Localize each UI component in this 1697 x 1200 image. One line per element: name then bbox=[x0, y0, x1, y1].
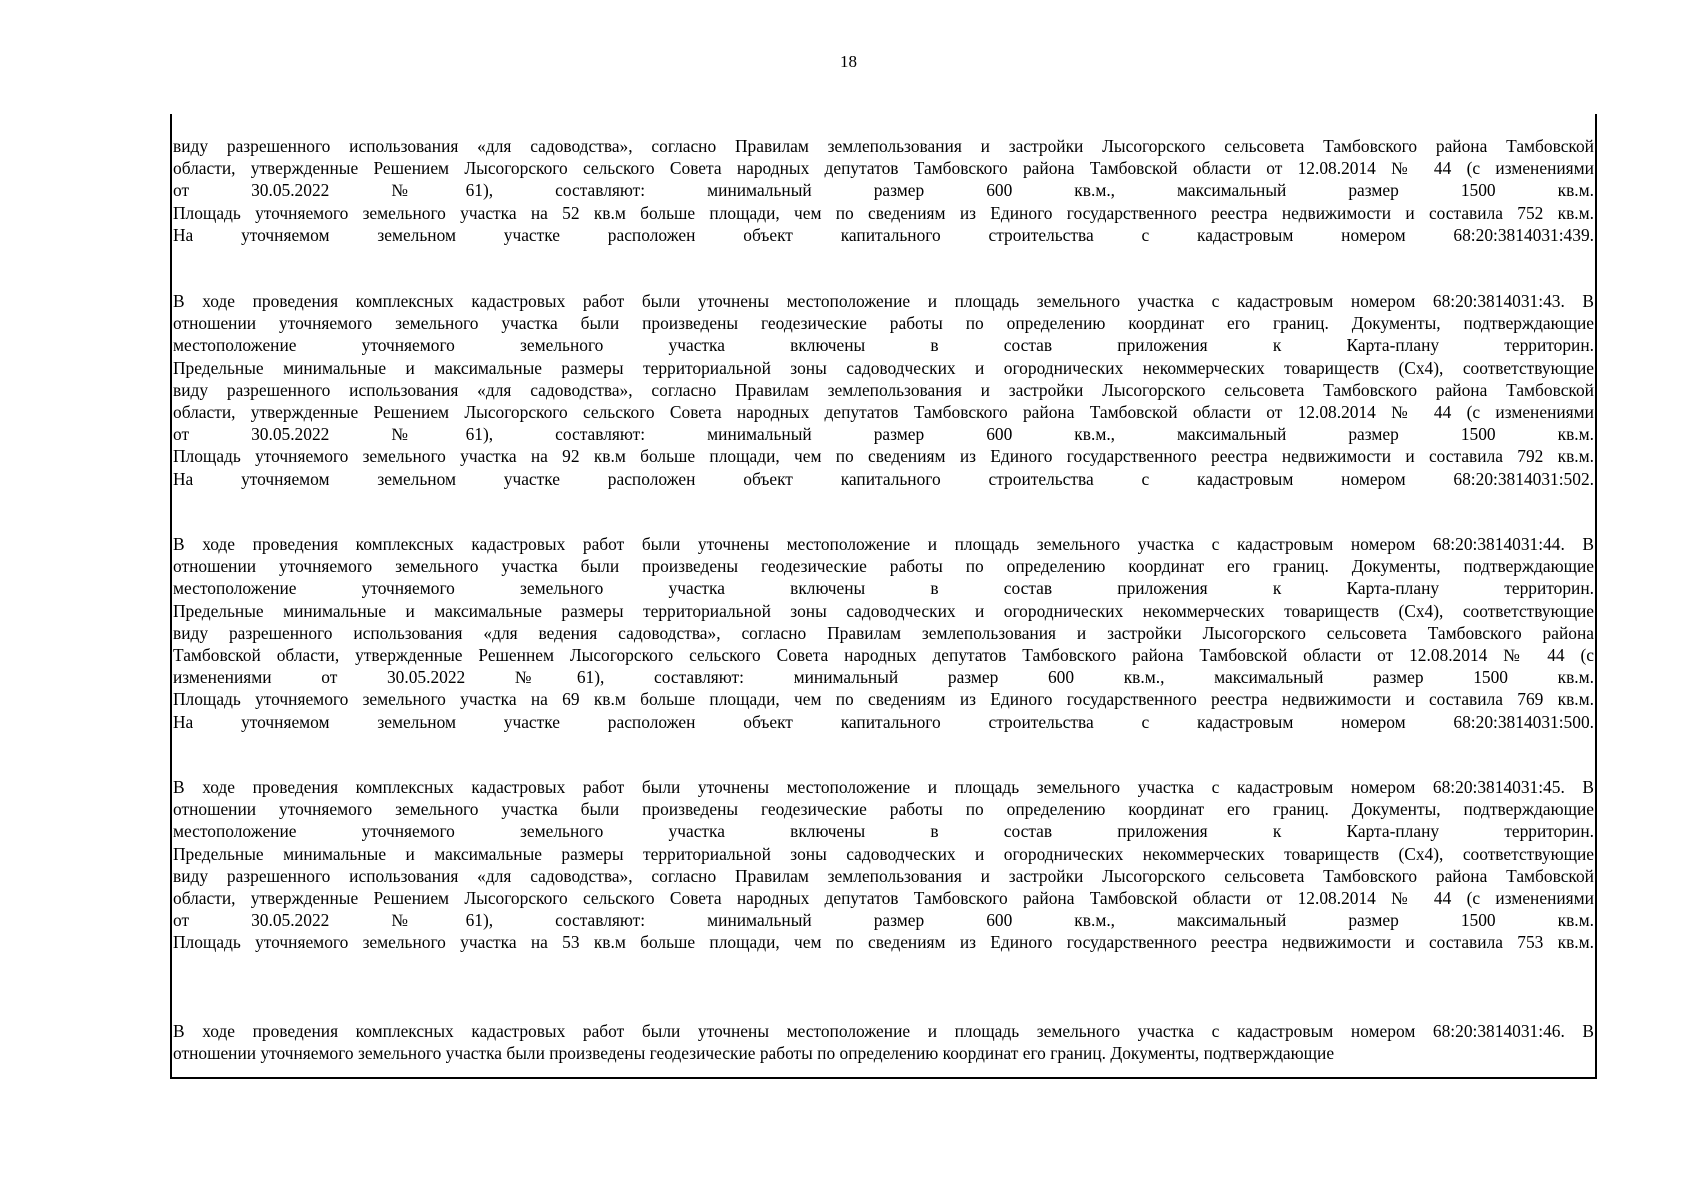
text-line: области, утвержденные Решением Лысогорского сельского Совета народных депутатов Тамбовского района Тамбовской области от 12.08.2014 № 44 (с изменениями bbox=[173, 401, 1594, 422]
text-line: В ходе проведения комплексных кадастровых работ были уточнены местоположение и площадь земельного участка с кадастровым номером 68:20:3814031:46. В bbox=[173, 1021, 1594, 1041]
text-line: виду разрешенного использования «для садоводства», согласно Правилам землепользования и застройки Лысогорского сельсовета Тамбовского района Тамбовской bbox=[173, 379, 1594, 400]
paragraph bbox=[173, 135, 1594, 246]
text-line: области, утвержденные Решением Лысогорского сельского Совета народных депутатов Тамбовского района Тамбовской области от 12.08.2014 № 44 (с изменениями bbox=[173, 887, 1594, 908]
text-line: Площадь уточняемого земельного участка на 52 кв.м больше площади, чем по сведениям из Единого государственного реестра недвижимости и составила 752 кв.м. bbox=[173, 202, 1594, 223]
text-line: Площадь уточняемого земельного участка на 92 кв.м больше площади, чем по сведениям из Единого государственного реестра недвижимости и составила 792 кв.м. bbox=[173, 446, 1594, 467]
text-line: от 30.05.2022 №61), составляют: минимальный размер 600 кв.м., максимальный размер 1500 кв.м. bbox=[173, 180, 1594, 201]
paragraph bbox=[173, 776, 1594, 954]
text-line: отношении уточняемого земельного участка были произведены геодезические работы по определению координат его границ. Документы, подтверждающие bbox=[173, 313, 1594, 334]
paragraph bbox=[173, 1020, 1594, 1064]
text-line: В ходе проведения комплексных кадастровых работ были уточнены местоположение и площадь земельного участка с кадастровым номером 68:20:3814031:44. В bbox=[173, 534, 1594, 554]
text-line: виду разрешенного использования «для садоводства», согласно Правилам землепользования и застройки Лысогорского сельсовета Тамбовского района Тамбовской bbox=[173, 865, 1594, 886]
text-line: Предельные минимальные и максимальные размеры территориальной зоны садоводческих и огороднических некоммерческих товариществ (Сх4), соответствующие bbox=[173, 843, 1594, 864]
text-line: Предельные минимальные и максимальные размеры территориальной зоны садоводческих и огороднических некоммерческих товариществ (Сх4), соответствующие bbox=[173, 600, 1594, 621]
text-line: Тамбовской области, утвержденные Решеннем Лысогорского сельского Совета народных депутатов Тамбовского района Тамбовской области от 12.08.2014 № 44 (с bbox=[173, 644, 1594, 665]
text-line: отношении уточняемого земельного участка были произведены геодезические работы по определению координат его границ. Документы, подтверждающие bbox=[173, 556, 1594, 577]
text-line: На уточняемом земельном участке расположен объект капитального строительства с кадастровым номером 68:20:3814031:439. bbox=[173, 224, 1594, 245]
text-line: области, утвержденные Решением Лысогорского сельского Совета народных депутатов Тамбовского района Тамбовской области от 12.08.2014 № 44 (с изменениями bbox=[173, 158, 1594, 179]
text-line: местоположение уточняемого земельного участка включены в состав приложения к Карта-плану территорин. bbox=[173, 821, 1594, 842]
text-line: На уточняемом земельном участке расположен объект капитального строительства с кадастровым номером 68:20:3814031:500. bbox=[173, 711, 1594, 732]
page-number: 18 bbox=[840, 52, 857, 71]
text-line: от 30.05.2022 №61), составляют: минимальный размер 600 кв.м., максимальный размер 1500 кв.м. bbox=[173, 910, 1594, 931]
text-line: виду разрешенного использования «для ведения садоводства», согласно Правилам землепользования и застройки Лысогорского сельсовета Тамбовского района bbox=[173, 622, 1594, 643]
text-line: Площадь уточняемого земельного участка на 53 кв.м больше площади, чем по сведениям из Единого государственного реестра недвижимости и составила 753 кв.м. bbox=[173, 932, 1594, 953]
paragraph bbox=[173, 290, 1594, 490]
text-line: В ходе проведения комплексных кадастровых работ были уточнены местоположение и площадь земельного участка с кадастровым номером 68:20:3814031:43. В bbox=[173, 291, 1594, 311]
paragraph bbox=[173, 533, 1594, 733]
text-line: местоположение уточняемого земельного участка включены в состав приложения к Карта-плану территорин. bbox=[173, 335, 1594, 356]
text-line: Площадь уточняемого земельного участка на 69 кв.м больше площади, чем по сведениям из Единого государственного реестра недвижимости и составила 769 кв.м. bbox=[173, 689, 1594, 710]
text-line: местоположение уточняемого земельного участка включены в состав приложения к Карта-плану территорин. bbox=[173, 578, 1594, 599]
text-line: Предельные минимальные и максимальные размеры территориальной зоны садоводческих и огороднических некоммерческих товариществ (Сх4), соответствующие bbox=[173, 357, 1594, 378]
text-line: виду разрешенного использования «для садоводства», согласно Правилам землепользования и застройки Лысогорского сельсовета Тамбовского района Тамбовской bbox=[173, 136, 1594, 156]
text-line: отношении уточняемого земельного участка были произведены геодезические работы по определению координат его границ. Документы, подтверждающие bbox=[173, 1043, 1335, 1064]
text-line: отношении уточняемого земельного участка были произведены геодезические работы по определению координат его границ. Документы, подтверждающие bbox=[173, 799, 1594, 820]
text-line: изменениями от 30.05.2022 №61), составляют: минимальный размер 600 кв.м., максимальный размер 1500 кв.м. bbox=[173, 667, 1594, 688]
text-line: от 30.05.2022 №61), составляют: минимальный размер 600 кв.м., максимальный размер 1500 кв.м. bbox=[173, 424, 1594, 445]
text-line: В ходе проведения комплексных кадастровых работ были уточнены местоположение и площадь земельного участка с кадастровым номером 68:20:3814031:45. В bbox=[173, 777, 1594, 797]
text-line: На уточняемом земельном участке расположен объект капитального строительства с кадастровым номером 68:20:3814031:502. bbox=[173, 468, 1594, 489]
